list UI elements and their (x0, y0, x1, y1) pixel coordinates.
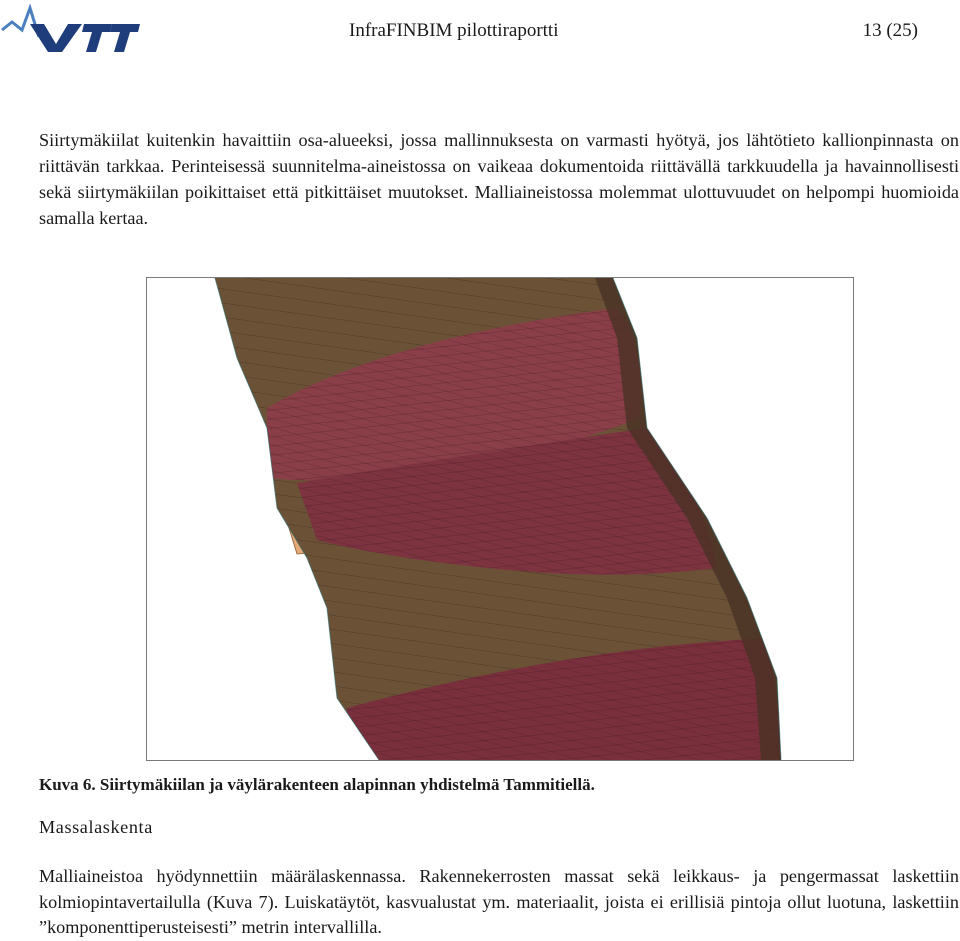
page-number: 13 (25) (862, 20, 918, 41)
figure-3d-model (146, 277, 854, 761)
figure-caption: Kuva 6. Siirtymäkiilan ja väylärakenteen alapinnan yhdistelmä Tammitiellä. (39, 775, 595, 794)
model-render (147, 278, 853, 760)
document-title: InfraFINBIM pilottiraportti (349, 20, 559, 41)
body-paragraph-1: Siirtymäkiilat kuitenkin havaittiin osa-alueeksi, jossa mallinnuksesta on varmasti hyötyä, jos lähtötieto kallionpinnasta on riittävän tarkkaa. Perinteisessä suunnitelma-aineistossa on vaikeaa dokumentoida riittävällä tarkkuudella ja havainnollisesti sekä siirtymäkiilan poikittaiset että pitkittäiset muutokset. Malliaineistossa molemmat ulottuvuudet on helpompi huomioida samalla kertaa. (39, 130, 959, 228)
body-paragraph-2: Malliaineistoa hyödynnettiin määrälaskennassa. Rakennekerrosten massat sekä leikkaus- ja pengermassat laskettiin kolmiopintavertailulla (Kuva 7). Luiskatäytöt, kasvualustat ym. materiaalit, joista ei erillisiä pintoja ollut luotuna, laskettiin ”komponenttiperusteisesti” metrin intervallilla. (39, 866, 959, 937)
vtt-logo (0, 0, 145, 58)
section-heading: Massalaskenta (39, 817, 153, 837)
vtt-logo-mark (2, 8, 140, 52)
